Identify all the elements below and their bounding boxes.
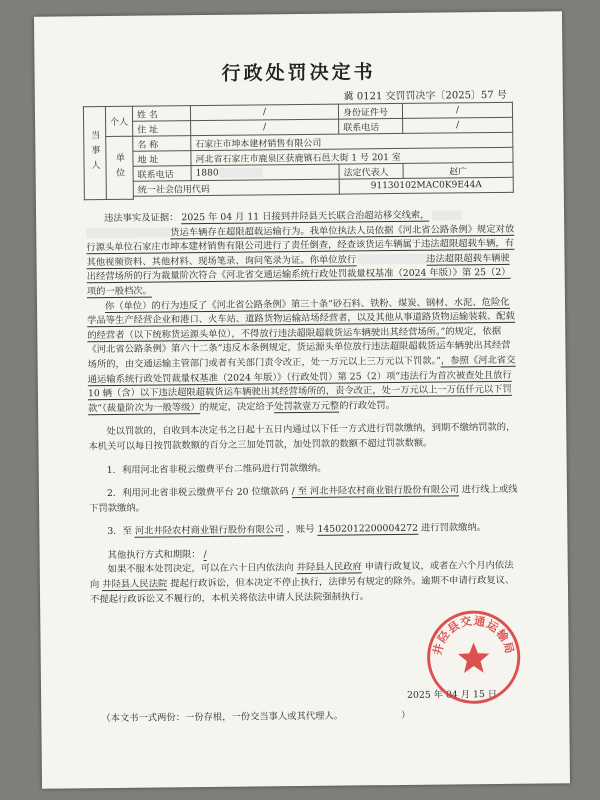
facts-label: 违法事实及证据： (104, 212, 179, 225)
unit-name-label: 名 称 (133, 136, 191, 152)
official-seal-stamp (424, 608, 523, 707)
violation-paragraph (87, 295, 518, 416)
violation-text-2: 的规定，依据《河北省公路条例》第六十二条“违反本条例规定，货运源头单位放行违法超限超载货运车辆驶出其经营场所的，由交通运输主管部门或者有关部门责令改正，处一万元以上三万元以下罚款。” (87, 325, 511, 371)
id-number-value: / (402, 102, 512, 118)
name-label: 姓 名 (132, 106, 190, 122)
payment-method-3-pre: 3．至 (107, 526, 132, 538)
issue-date: 2025 年 04 月 15 日 (407, 688, 498, 701)
copies-note-pre: （本文书一式两份：一份存根，一份交当事人或其代理人。 (101, 710, 344, 725)
appeal-text-3: 提起行政诉讼，但本决定不停止执行，法律另有规定的除外。逾期不申请行政复议、不提起行政诉讼又不履行的，本机关将依法申请人民法院强制执行。 (90, 574, 515, 605)
document-number: 冀 0121 交罚罚决字〔2025〕57 号 (343, 89, 507, 103)
phone-label: 联系电话 (339, 118, 403, 134)
document-title: 行政处罚决定书 (221, 61, 376, 85)
seal-star-icon (458, 642, 490, 673)
facts-continued (86, 222, 517, 299)
payment-method-3-post: 进行罚款缴纳。 (420, 522, 487, 535)
violation-text-1: 你（单位）的行为违反了《河北省公路条例》第三十条“砂石料、铁粉、煤炭、钢材、水泥、危险化学品等生产经营企业和港口、火车站、道路货物运输站场经营者，以及其他从事道路货物运输装载、配载的经营者（以下统称货运源头单位），不得放行违法超限超载货运车辆驶出其经营场所。” (87, 296, 515, 341)
individual-label: 个人 (105, 106, 132, 136)
unit-phone-value: 1880 (195, 168, 219, 179)
appeal-government: 井陉县人民政府 (296, 561, 362, 574)
payment-method-1: 1．利用河北省非税云缴费平台二维码进行罚款缴纳。 (106, 462, 327, 476)
payment-account-number: 14502012200004272 (317, 523, 419, 536)
redaction-mask (86, 227, 170, 238)
unit-label: 单位 (106, 136, 134, 199)
facts-date-line: 2025 年 04 月 11 日接到井陉县天长联合治超站移交线索， (181, 209, 430, 224)
redaction-mask (218, 167, 262, 177)
party-info-table (83, 102, 514, 200)
payment-method-3-account-label: ，账号 (286, 524, 315, 536)
name-value: / (190, 104, 338, 121)
address-label: 住 址 (133, 121, 191, 137)
phone-value: / (403, 117, 513, 133)
payment-method-2-post: 进行线上或线下罚款缴纳。 (89, 483, 518, 514)
payment-method-2-bank: / 至 河北井陉农村商业银行股份有限公司 (291, 484, 459, 498)
payment-method-3-bank: 河北井陉农村商业银行股份有限公司 (134, 524, 284, 538)
copies-note (101, 707, 410, 724)
redaction-mask (356, 254, 426, 265)
unit-address-value: 河北省石家庄市鹿泉区获鹿镇石邑大街 1 号 201 室 (191, 147, 513, 165)
unit-phone-cell (191, 164, 339, 181)
legal-rep-label: 法定代表人 (339, 163, 403, 179)
legal-rep-value: 赵广 (403, 162, 513, 178)
payment-method-3 (89, 521, 519, 540)
other-execution-value: / (203, 548, 207, 560)
payment-method-2 (89, 483, 519, 517)
payment-method-2-pre: 2．利用河北省非税云缴费平台 20 位缴款码 (106, 486, 289, 500)
penalty-decision-paper (34, 11, 570, 788)
appeal-text-2: 申请行政复议，或者在六个月内依法向 (89, 560, 514, 591)
credit-code-value: 91130102MAC0K9E44A (339, 177, 513, 194)
facts-conclusion: 违法超限超载车辆驶出经营场所的行为裁量阶次符合《河北省交通运输系统行政处罚裁量权基准（2024 年版）》第 25（2）项的一般档次。 (86, 252, 511, 298)
copies-note-post: ） (400, 709, 411, 721)
unit-phone-label: 联系电话 (133, 166, 191, 182)
party-label: 当事人 (83, 107, 106, 200)
appeal-court: 井陉县人民法院 (102, 578, 168, 591)
redaction-mask (432, 210, 462, 220)
seal-text: 井陉县交通运输局 (431, 614, 517, 657)
appeal-paragraph (90, 559, 520, 607)
violation-text-3: ，参照《河北省交通运输系统行政处罚裁量权基准（2024 年版）》（行政处罚）第 25（2）项“违法行为首次被查处且放行 10 辆（含）以下违法超限超载货运车辆驶出其经营场所的，责令改正，处一万元以上一万伍仟元以下罚款”（裁量阶次为一般等级） (87, 354, 516, 414)
other-execution-label: 其他执行方式和期限： (107, 548, 201, 561)
copies-signature-blank (343, 709, 401, 719)
unit-name-value: 石家庄市坤本建材销售有限公司 (191, 132, 513, 150)
unit-address-label: 地 址 (133, 151, 191, 167)
payment-notice: 处以罚款的，自收到本决定书之日起十五日内通过以下任一方式进行罚款缴纳，到期不缴纳罚款的，本机关可以每日按罚款数额的百分之三加处罚款，加处罚款的数额不超过罚款数额。 (88, 422, 516, 453)
appeal-text-1: 如果不服本处罚决定，可以在六十日内依法向 (107, 562, 294, 576)
id-number-label: 身份证件号 (338, 103, 402, 119)
decision-post: 的行政处罚。 (339, 399, 396, 412)
facts-body: 货运车辆存在超限超载运输行为。我单位执法人员依据《河北省公路条例》规定对放行源头单位石家庄市坤本建材销售有限公司进行了责任倒查，经查该货运车辆属于违法超限超载车辆，有其他视频资料、其他材料、现场笔录、询问笔录为证。你单位放行 (86, 223, 515, 269)
credit-code-label: 统一社会信用代码 (133, 179, 339, 196)
address-value: / (191, 119, 339, 136)
document-body (86, 208, 520, 608)
decision-penalty: 处罚款壹万元整 (274, 400, 340, 413)
decision-pre: 的规定，决定给予 (199, 401, 275, 413)
